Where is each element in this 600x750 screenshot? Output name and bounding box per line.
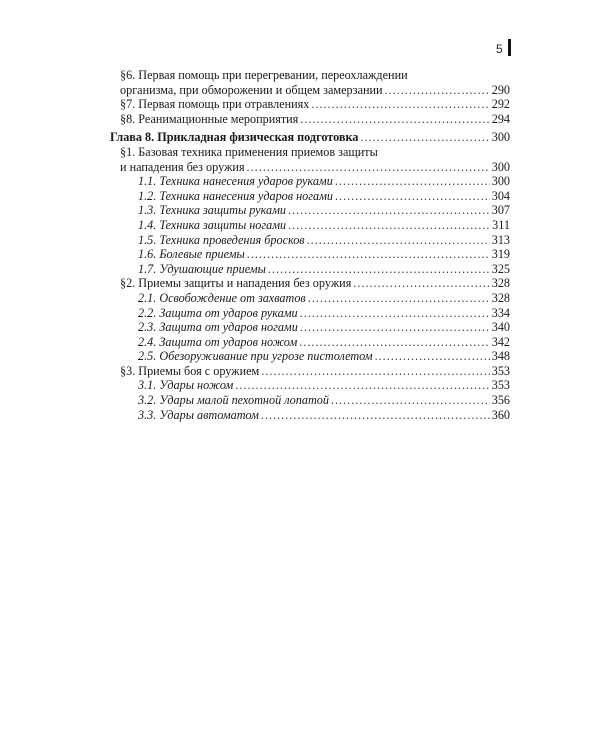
toc-entry-c2[interactable] — [110, 276, 510, 291]
toc-page-number: 325 — [491, 261, 510, 276]
toc-subentry-2-4[interactable] — [110, 335, 510, 350]
toc-page-number: 311 — [492, 217, 510, 232]
toc-subentry-title: 1.3. Техника защиты руками — [138, 203, 286, 218]
leader-dots — [385, 83, 490, 98]
toc-page-number: 334 — [491, 305, 510, 320]
toc-page-number: 292 — [491, 97, 510, 112]
toc-subentry-2-2[interactable] — [110, 306, 510, 321]
toc-subentry-title: 2.1. Освобождение от захватов — [138, 290, 306, 305]
leader-dots — [268, 262, 490, 277]
toc-page-number: 353 — [491, 378, 510, 393]
toc-subentry-3-1[interactable] — [110, 378, 510, 393]
leader-dots — [308, 291, 490, 306]
toc-page-number: 360 — [491, 407, 510, 422]
leader-dots — [261, 364, 489, 379]
leader-dots — [235, 378, 489, 393]
toc-subentry-title: 3.1. Удары ножом — [138, 378, 234, 393]
toc-subentry-title: 2.3. Защита от ударов ногами — [138, 320, 298, 335]
toc-page-number: 348 — [491, 349, 510, 364]
toc-subentry-1-7[interactable] — [110, 262, 510, 277]
table-of-contents — [110, 68, 510, 422]
leader-dots — [375, 349, 490, 364]
toc-subentry-title: 3.2. Удары малой пехотной лопатой — [138, 393, 329, 408]
leader-dots — [300, 320, 490, 335]
leader-dots — [299, 335, 490, 350]
toc-entry-title: §7. Первая помощь при отравлениях — [120, 97, 310, 112]
toc-subentry-3-3[interactable] — [110, 408, 510, 423]
toc-page-number: 313 — [491, 232, 510, 247]
toc-page-number: 342 — [491, 334, 510, 349]
toc-chapter-title: Глава 8. Прикладная физическая подготовка — [110, 130, 359, 145]
toc-page-number: 290 — [491, 82, 510, 97]
toc-entry-title: §8. Реанимационные мероприятия — [120, 111, 299, 126]
leader-dots — [288, 203, 490, 218]
toc-subentry-2-3[interactable] — [110, 320, 510, 335]
toc-subentry-title: 1.2. Техника нанесения ударов ногами — [138, 188, 333, 203]
toc-subentry-title: 1.7. Удушающие приемы — [138, 261, 266, 276]
toc-subentry-1-3[interactable] — [110, 203, 510, 218]
toc-entry-c1-line1: §1. Базовая техника применения приемов защиты — [120, 144, 378, 159]
leader-dots — [335, 174, 490, 189]
toc-page-number: 300 — [491, 174, 510, 189]
leader-dots — [331, 393, 490, 408]
toc-page-number: 300 — [491, 130, 510, 145]
toc-subentry-1-2[interactable] — [110, 189, 510, 204]
toc-subentry-title: 1.4. Техника защиты ногами — [138, 217, 287, 232]
toc-subentry-title: 1.6. Болевые приемы — [138, 247, 245, 262]
toc-subentry-1-1[interactable] — [110, 174, 510, 189]
leader-dots — [247, 160, 490, 175]
toc-subentry-2-1[interactable] — [110, 291, 510, 306]
toc-subentry-title: 2.4. Защита от ударов ножом — [138, 334, 298, 349]
toc-entry-s6[interactable] — [110, 83, 510, 98]
toc-entry-title: §2. Приемы защиты и нападения без оружия — [120, 276, 352, 291]
leader-dots — [300, 112, 489, 127]
toc-entry-s7[interactable] — [110, 97, 510, 112]
toc-subentry-1-4[interactable] — [110, 218, 510, 233]
leader-dots — [311, 97, 489, 112]
toc-page-number: 328 — [491, 290, 510, 305]
page-number: 5 — [496, 42, 503, 56]
leader-dots — [360, 130, 489, 145]
toc-entry-c1[interactable] — [110, 160, 510, 175]
toc-page-number: 294 — [491, 111, 510, 126]
leader-dots — [261, 408, 490, 423]
toc-page-number: 304 — [491, 188, 510, 203]
toc-subentry-1-5[interactable] — [110, 233, 510, 248]
toc-subentry-title: 2.5. Обезоруживание при угрозе пистолетом — [138, 349, 373, 364]
toc-entry-s8[interactable] — [110, 112, 510, 127]
leader-dots — [288, 218, 490, 233]
toc-entry-title: §3. Приемы боя с оружием — [120, 363, 260, 378]
leader-dots — [307, 233, 490, 248]
toc-subentry-title: 1.1. Техника нанесения ударов руками — [138, 174, 333, 189]
toc-page-number: 328 — [491, 276, 510, 291]
leader-dots — [300, 306, 490, 321]
toc-entry-title: и нападения без оружия — [120, 159, 245, 174]
toc-subentry-title: 3.3. Удары автоматом — [138, 407, 259, 422]
page-marker-bar — [508, 39, 511, 56]
toc-subentry-title: 2.2. Защита от ударов руками — [138, 305, 298, 320]
toc-subentry-3-2[interactable] — [110, 393, 510, 408]
leader-dots — [353, 276, 489, 291]
leader-dots — [335, 189, 490, 204]
toc-subentry-2-5[interactable] — [110, 349, 510, 364]
toc-page-number: 319 — [491, 247, 510, 262]
toc-entry-title: организма, при обморожении и общем замерзании — [120, 82, 383, 97]
toc-page-number: 300 — [491, 159, 510, 174]
toc-entry-s6-line1: §6. Первая помощь при перегревании, переохлаждении — [120, 68, 408, 82]
leader-dots — [247, 247, 490, 262]
toc-page-number: 353 — [491, 363, 510, 378]
toc-subentry-title: 1.5. Техника проведения бросков — [138, 232, 305, 247]
toc-page-number: 356 — [491, 393, 510, 408]
toc-page-number: 307 — [491, 203, 510, 218]
toc-page-number: 340 — [491, 320, 510, 335]
toc-entry-c3[interactable] — [110, 364, 510, 379]
toc-chapter-8[interactable] — [110, 130, 510, 145]
toc-subentry-1-6[interactable] — [110, 247, 510, 262]
